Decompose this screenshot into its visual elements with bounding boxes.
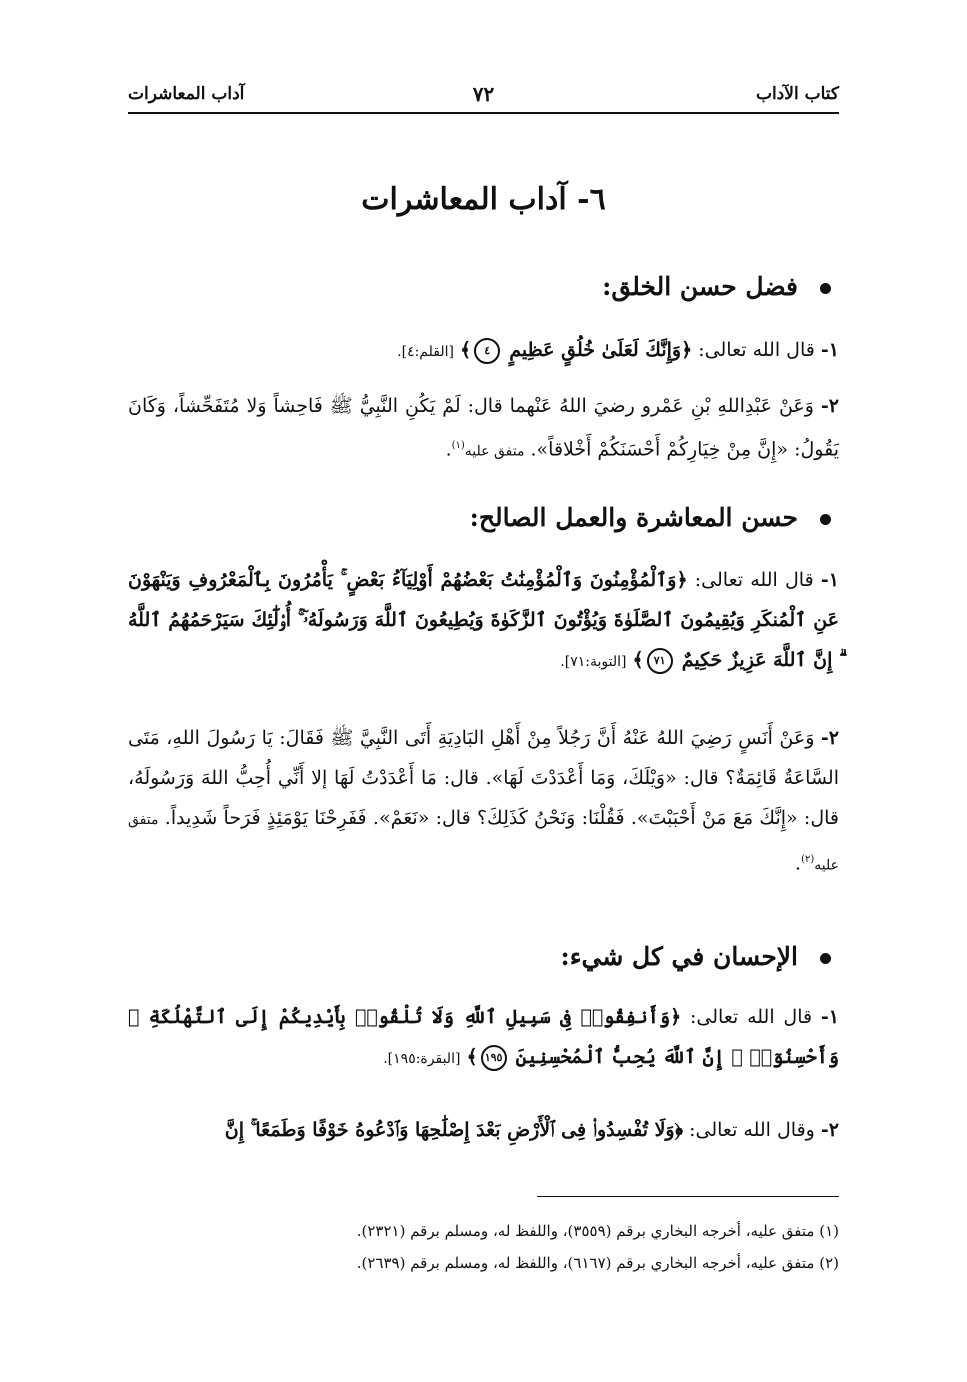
ayah-text: وَأَنفِقُوا۟ فِى سَبِيلِ ٱللَّهِ وَلَا تُلْقُوا۟ بِأَيْدِيكُمْ إِلَى ٱلتَّهْلُكَةِ ۛ وَأَحْسِنُوٓا۟ ۛ إِنَّ ٱللَّهَ يُحِبُّ ٱلْمُحْسِنِينَ	[128, 1006, 839, 1068]
footnote-divider	[537, 1196, 839, 1197]
ayah-text: وَٱلْمُؤْمِنُونَ وَٱلْمُؤْمِنَٰتُ بَعْضُهُمْ أَوْلِيَآءُ بَعْضٍ ۚ يَأْمُرُونَ بِٱلْمَعْرُوفِ وَيَنْهَوْنَ عَنِ ٱلْمُنكَرِ وَيُقِيمُونَ ٱلصَّلَوٰةَ وَيُؤْتُونَ ٱلزَّكَوٰةَ وَيُطِيعُونَ ٱللَّهَ وَرَسُولَهُۥٓ ۚ أُو۟لَٰٓئِكَ سَيَرْحَمُهُمُ ٱللَّهُ ۗ إِنَّ ٱللَّهَ عَزِيزٌ حَكِيمٌ	[128, 569, 839, 671]
surah-reference: [التوبة:٧١].	[560, 654, 627, 670]
bullet-icon	[820, 514, 831, 525]
verse-number-icon: ٤	[474, 338, 500, 364]
running-header	[128, 82, 839, 114]
quran-verse-item: ١- قال الله تعالى: ﴿وَٱلْمُؤْمِنُونَ وَٱلْمُؤْمِنَٰتُ بَعْضُهُمْ أَوْلِيَآءُ بَعْضٍ ۚ يَأْمُرُونَ بِٱلْمَعْرُوفِ وَيَنْهَوْنَ عَنِ ٱلْمُنكَرِ وَيُقِيمُونَ ٱلصَّلَوٰةَ وَيُؤْتُونَ ٱلزَّكَوٰةَ وَيُطِيعُونَ ٱللَّهَ وَرَسُولَهُۥٓ ۚ أُو۟لَٰٓئِكَ سَيَرْحَمُهُمُ ٱللَّهُ ۗ إِنَّ ٱللَّهَ عَزِيزٌ حَكِيمٌ ٧١﴾ [التوبة:٧١].	[128, 560, 839, 682]
quran-verse-item: ١- قال الله تعالى: ﴿وَإِنَّكَ لَعَلَىٰ خُلُقٍ عَظِيمٍ ٤﴾ [القلم:٤].	[128, 330, 839, 372]
verse-number-icon: ٧١	[647, 648, 673, 674]
bullet-icon	[820, 283, 831, 294]
hadith-text: وَعَنْ عَبْدِاللهِ بْنِ عَمْرو رضيَ اللهُ عَنْهما قال: لَمْ يَكُنِ النَّبِيُّ ﷺ فَاحِشاً وَلا مُتَفَحِّشاً، وَكَانَ يَقُولُ: «إِنَّ مِنْ خِيَارِكُمْ أَحْسَنَكُمْ أَخْلاقاً».	[128, 395, 839, 461]
footnote-marker: (٢)	[801, 854, 815, 865]
bullet-icon	[820, 953, 831, 964]
chapter-title: ٦- آداب المعاشرات	[361, 182, 606, 217]
footnote-marker: (١)	[451, 440, 465, 451]
quran-verse-item: ٢- وقال الله تعالى: ﴿وَلَا تُفْسِدُوا۟ فِى ٱلْأَرْضِ بَعْدَ إِصْلَٰحِهَا وَٱدْعُوهُ خَوْفًا وَطَمَعًا ۚ إِنَّ	[224, 1119, 839, 1141]
hadith-text: وَعَنْ أَنَسٍ رَضِيَ اللهُ عَنْهُ أَنَّ رَجُلاً مِنْ أَهْلِ البَادِيَةِ أَتَى النَّبِيَّ ﷺ فَقَالَ: يَا رَسُولَ اللهِ، مَتَى السَّاعَةُ قَائِمَةٌ؟ قال: «وَيْلَكَ، وَمَا أَعْدَدْتَ لَهَا». قال: مَا أَعْدَدْتُ لَهَا إلا أَنِّي أُحِبُّ اللهَ وَرَسُولَهُ، قال: «إِنَّكَ مَعَ مَنْ أَحْبَبْتَ». فَقُلْنَا: وَنَحْنُ كَذَلِكَ؟ قال: «نَعَمْ». فَفَرِحْنَا يَوْمَئِذٍ فَرَحاً شَدِيداً.	[128, 727, 839, 829]
verse-number-icon: ١٩٥	[481, 1045, 507, 1071]
quran-verse-item: ١- قال الله تعالى: ﴿وَأَنفِقُوا۟ فِى سَبِيلِ ٱللَّهِ وَلَا تُلْقُوا۟ بِأَيْدِيكُمْ إِلَى ٱلتَّهْلُكَةِ ۛ وَأَحْسِنُوٓا۟ ۛ إِنَّ ٱللَّهَ يُحِبُّ ٱلْمُحْسِنِينَ ١٩٥﴾ [البقرة:١٩٥].	[128, 997, 839, 1079]
section-heading: حسن المعاشرة والعمل الصالح:	[128, 503, 839, 532]
section-heading: فضل حسن الخلق:	[128, 272, 839, 301]
hadith-item: ٢- وَعَنْ عَبْدِاللهِ بْنِ عَمْرو رضيَ اللهُ عَنْهما قال: لَمْ يَكُنِ النَّبِيُّ ﷺ فَاحِشاً وَلا مُتَفَحِّشاً، وَكَانَ يَقُولُ: «إِنَّ مِنْ خِيَارِكُمْ أَحْسَنَكُمْ أَخْلاقاً». متفق عليه$^{(١)}$.	[128, 395, 839, 461]
page-number: ٧٢	[472, 82, 495, 106]
surah-reference: [البقرة:١٩٥].	[383, 1051, 461, 1067]
ayah-text: وَإِنَّكَ لَعَلَىٰ خُلُقٍ عَظِيمٍ	[509, 339, 682, 361]
section-running-title: آداب المعاشرات	[128, 84, 245, 104]
hadith-item: ٢- وَعَنْ أَنَسٍ رَضِيَ اللهُ عَنْهُ أَنَّ رَجُلاً مِنْ أَهْلِ البَادِيَةِ أَتَى النَّبِيَّ ﷺ فَقَالَ: يَا رَسُولَ اللهِ، مَتَى السَّاعَةُ قَائِمَةٌ؟ قال: «وَيْلَكَ، وَمَا أَعْدَدْتَ لَهَا». قال: مَا أَعْدَدْتُ لَهَا إلا أَنِّي أُحِبُّ اللهَ وَرَسُولَهُ، قال: «إِنَّكَ مَعَ مَنْ أَحْبَبْتَ». فَقُلْنَا: وَنَحْنُ كَذَلِكَ؟ قال: «نَعَمْ». فَفَرِحْنَا يَوْمَئِذٍ فَرَحاً شَدِيداً. متفق عليه$^{(٢)}$.	[128, 727, 839, 875]
section-heading: الإحسان في كل شيء:	[128, 942, 839, 971]
footnote: (١) متفق عليه، أخرجه البخاري برقم (٣٥٥٩)، واللفظ له، ومسلم برقم (٢٣٢١).	[356, 1222, 839, 1240]
surah-reference: [القلم:٤].	[397, 344, 454, 360]
book-title: كتاب الآداب	[755, 84, 839, 104]
footnote: (٢) متفق عليه، أخرجه البخاري برقم (٦١٦٧)، واللفظ له، ومسلم برقم (٢٦٣٩).	[356, 1254, 839, 1272]
ayah-text: وَلَا تُفْسِدُوا۟ فِى ٱلْأَرْضِ بَعْدَ إِصْلَٰحِهَا وَٱدْعُوهُ خَوْفًا وَطَمَعًا ۚ إِنَّ	[224, 1119, 675, 1141]
